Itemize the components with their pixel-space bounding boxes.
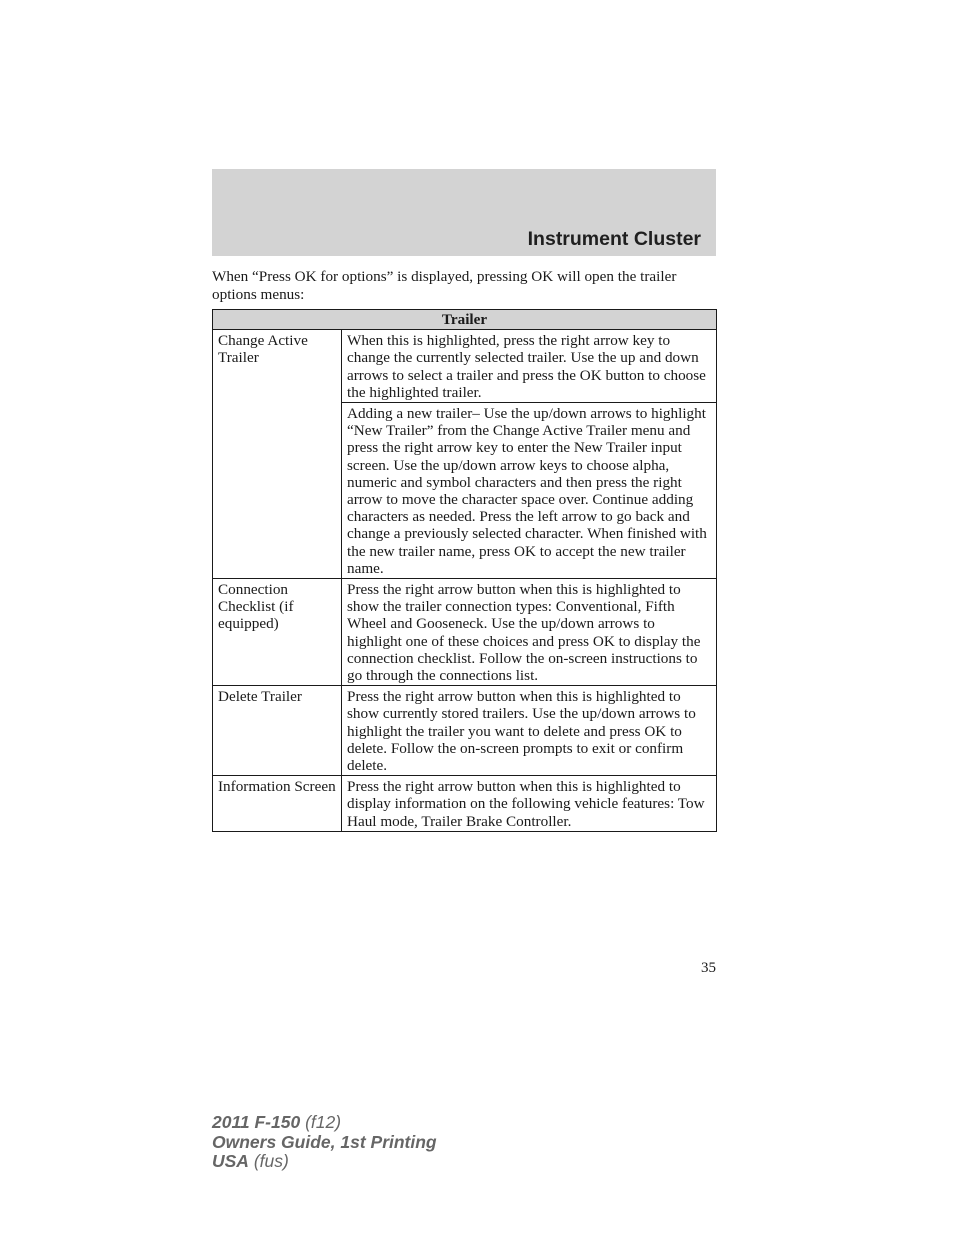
footer-model-code: (f12) xyxy=(300,1112,342,1132)
footer-market-code: (fus) xyxy=(248,1151,289,1171)
table-row-description: Adding a new trailer– Use the up/down arrows to highlight “New Trailer” from the Change Active Trailer menu and press the right arrow key to enter the New Trailer input screen. Use the up/down arrow keys to choose alpha, numeric and symbol characters and then press the right arrow to move the character space over. Continue adding characters as needed. Press the left arrow to go back and change a previously selected character. When finished with the new trailer name, press OK to accept the new trailer name. xyxy=(342,403,717,579)
intro-paragraph: When “Press OK for options” is displayed, pressing OK will open the trailer options menus: xyxy=(212,268,677,303)
table-row xyxy=(213,330,717,403)
table-heading: Trailer xyxy=(213,310,717,330)
document-footer xyxy=(212,1113,437,1172)
table-row-item: Change Active Trailer xyxy=(213,330,342,579)
table-header-row xyxy=(213,310,717,330)
footer-line-market xyxy=(212,1152,437,1172)
table-row xyxy=(213,776,717,832)
table-row-description: When this is highlighted, press the right arrow key to change the currently selected trailer. Use the up and down arrows to select a trailer and press the OK button to choose the highlighted trailer. xyxy=(342,330,717,403)
footer-printing: Owners Guide, 1st Printing xyxy=(212,1131,437,1152)
table-row-description: Press the right arrow button when this is highlighted to display information on the following vehicle features: Tow Haul mode, Trailer Brake Controller. xyxy=(342,776,717,832)
table-row xyxy=(213,686,717,776)
section-header-band xyxy=(212,169,716,256)
table-row-item: Connection Checklist (if equipped) xyxy=(213,579,342,686)
table-row-description: Press the right arrow button when this is highlighted to show currently stored trailers. Use the up/down arrows to highlight the trailer you want to delete and press OK to delete. Follow the on-screen prompts to exit or confirm delete. xyxy=(342,686,717,776)
section-title: Instrument Cluster xyxy=(527,228,701,250)
footer-model: 2011 F-150 xyxy=(212,1112,301,1132)
page-number: 35 xyxy=(701,960,716,976)
table-row xyxy=(213,579,717,686)
table-row-item: Delete Trailer xyxy=(213,686,342,776)
table-row-item: Information Screen xyxy=(213,776,342,832)
trailer-options-table xyxy=(212,309,717,832)
footer-market: USA xyxy=(212,1151,249,1171)
table-row-description: Press the right arrow button when this is highlighted to show the trailer connection types: Conventional, Fifth Wheel and Gooseneck. Use the up/down arrows to highlight one of these choices and press OK to display the connection checklist. Follow the on-screen instructions to go through the connections list. xyxy=(342,579,717,686)
footer-line-model xyxy=(212,1113,437,1133)
